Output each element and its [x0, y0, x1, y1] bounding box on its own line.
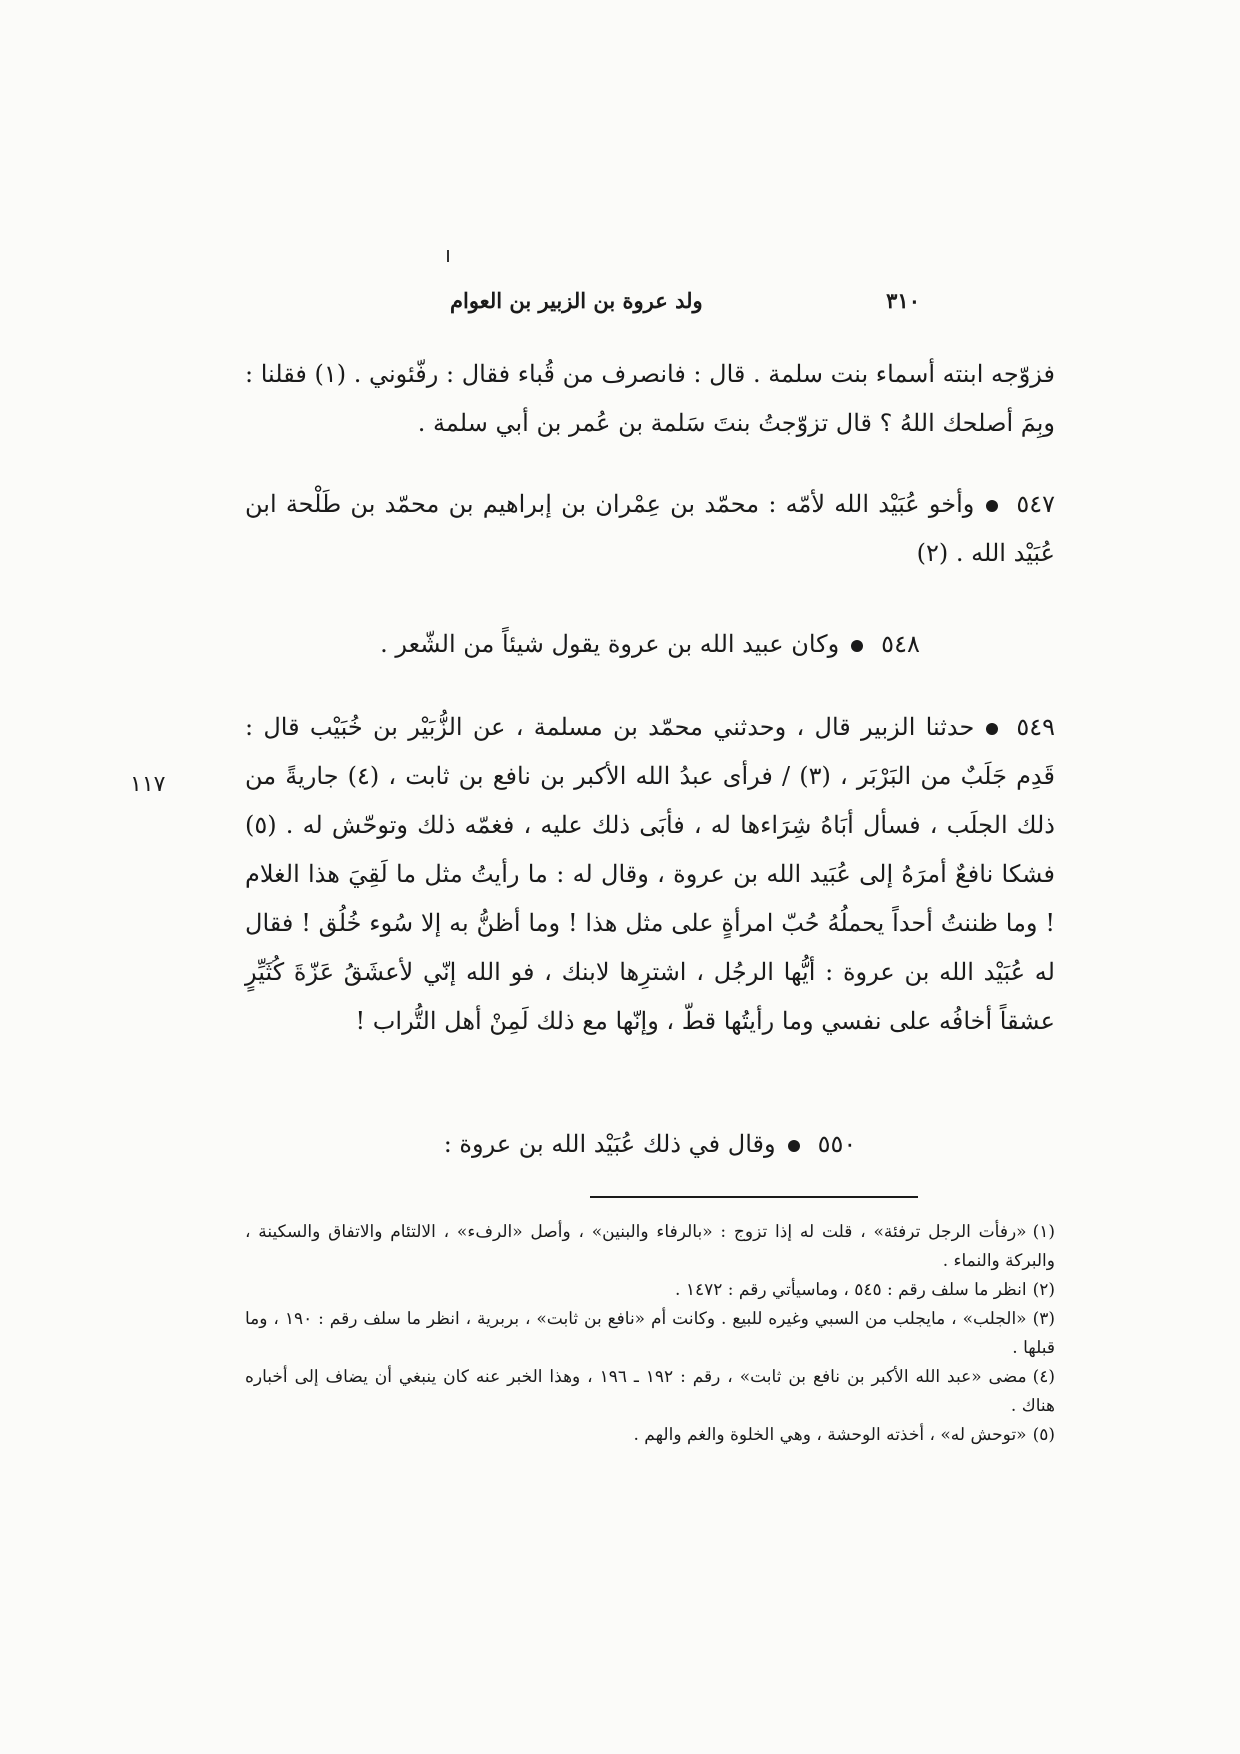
footnote-text: «رفأت الرجل ترفئة» ، قلت له إذا تزوج : «بالرفاء والبنين» ، وأصل «الرفء» ، الالتئام والاتفاق والسكينة ، والبركة والنماء . — [245, 1222, 1055, 1271]
footnote — [245, 1218, 1055, 1276]
footnote-text: «توحش له» ، أخذته الوحشة ، وهي الخلوة والغم والهم . — [633, 1425, 1027, 1445]
entry-text: وكان عبيد الله بن عروة يقول شيئاً من الشّعر . — [380, 630, 840, 658]
bullet-icon — [788, 1140, 800, 1152]
entry-547 — [245, 480, 1055, 578]
chapter-title: ولد عروة بن الزبير بن العوام — [450, 288, 703, 313]
footnote-number: (٤) — [1032, 1367, 1055, 1387]
margin-page-number: ١١٧ — [130, 772, 166, 797]
footnote-text: مضى «عبد الله الأكبر بن نافع بن ثابت» ، رقم : ١٩٢ ـ ١٩٦ ، وهذا الخبر عنه كان ينبغي أن يضاف إلى أخباره هناك . — [245, 1367, 1055, 1416]
entry-550 — [245, 1120, 1055, 1169]
entry-text: حدثنا الزبير قال ، وحدثني محمّد بن مسلمة ، عن الزُّبَيْر بن خُبَيْب قال : قَدِم جَلَبٌ من البَرْبَر ، (٣) / فرأى عبدُ الله الأكبر بن نافع بن ثابت ، (٤) جاريةً من ذلك الجلَب ، فسأل أبَاهُ شِرَاءها له ، فأبَى ذلك عليه ، فغمّه ذلك وتوحّش له . (٥) فشكا نافعٌ أمرَهُ إلى عُبَيد الله بن عروة ، وقال له : ما رأيتُ مثل ما لَقِيَ هذا الغلام ! وما ظننتُ أحداً يحملُهُ حُبّ امرأةٍ على مثل هذا ! وما أظنُّ به إلا سُوء خُلُق ! فقال له عُبَيْد الله بن عروة : أيُّها الرجُل ، اشترِها لابنك ، فو الله إنّي لأعشَقُ عَزّةَ كُثَيِّرٍ عشقاً أخافُه على نفسي وما رأيتُها قطّ ، وإنّها مع ذلك لَمِنْ أهل التُّراب ! — [245, 713, 1055, 1035]
entry-text: وقال في ذلك عُبَيْد الله بن عروة : — [443, 1130, 776, 1158]
entry-549 — [245, 703, 1055, 1046]
footnote — [245, 1305, 1055, 1363]
bullet-icon — [986, 723, 998, 735]
bullet-icon — [986, 500, 998, 512]
footnote-number: (١) — [1032, 1222, 1055, 1242]
entry-number: ٥٤٨ — [881, 630, 920, 658]
footnote — [245, 1421, 1055, 1450]
stray-mark — [447, 250, 449, 262]
footnote-number: (٥) — [1032, 1425, 1055, 1445]
entry-number: ٥٤٩ — [1016, 713, 1055, 741]
footnote — [245, 1276, 1055, 1305]
footnote-text: انظر ما سلف رقم : ٥٤٥ ، وماسيأتي رقم : ١٤٧٢ . — [675, 1280, 1027, 1300]
running-head — [450, 288, 920, 328]
footnote-number: (٣) — [1032, 1309, 1056, 1329]
footnote-number: (٢) — [1032, 1280, 1055, 1300]
entry-text: وأخو عُبَيْد الله لأمّه : محمّد بن عِمْران بن إبراهيم بن محمّد بن طَلْحة ابن عُبَيْد الله . (٢) — [245, 490, 1055, 567]
bullet-icon — [851, 640, 863, 652]
footnote-text: «الجلب» ، مايجلب من السبي وغيره للبيع . وكانت أم «نافع بن ثابت» ، بربرية ، انظر ما سلف رقم : ١٩٠ ، وما قبلها . — [245, 1309, 1055, 1358]
footnote-divider — [590, 1196, 918, 1198]
paragraph-continuation — [245, 350, 1055, 448]
entry-number: ٥٤٧ — [1016, 490, 1055, 518]
entry-number: ٥٥٠ — [817, 1130, 857, 1158]
footnotes — [245, 1218, 1055, 1450]
entry-548 — [245, 620, 1055, 669]
footnote — [245, 1363, 1055, 1421]
page-number: ٣١٠ — [886, 288, 920, 313]
paragraph-text: فزوّجه ابنته أسماء بنت سلمة . قال : فانصرف من قُباء فقال : رفّئوني . (١) فقلنا : وبِمَ أصلحك اللهُ ؟ قال تزوّجتُ بنتَ سَلمة بن عُمر بن أبي سلمة . — [245, 360, 1055, 437]
